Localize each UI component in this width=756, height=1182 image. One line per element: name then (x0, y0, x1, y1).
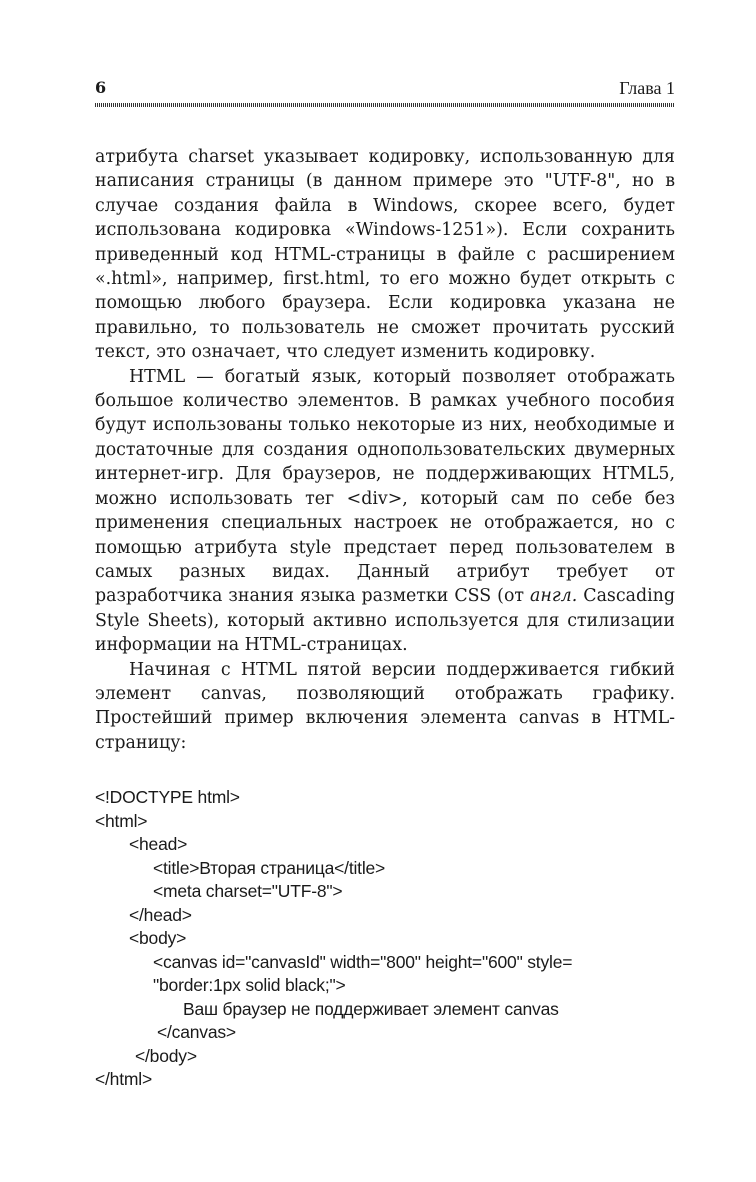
page-number: 6 (95, 78, 107, 97)
paragraph-2: HTML — богатый язык, который позволяет отображать большое количество элементов. В рамках учебного пособия будут использованы только некоторые из них, необходимые и достаточные для создания однопользовательских двумерных интернет-игр. Для браузеров, не поддерживающих HTML5, можно использовать тег <div>, который сам по себе без применения специальных настроек не отображается, но с помощью атрибута style предстает перед пользователем в самых разных видах. Данный атрибут требует от разработчика знания языка разметки CSS (от англ. Cascading Style Sheets), который активно используется для стилизации информации на HTML-страницах. (95, 366, 675, 656)
code-line: <meta charset="UTF-8"> (153, 881, 343, 901)
code-line: <!DOCTYPE html> (95, 787, 240, 807)
code-line: Ваш браузер не поддерживает элемент canvas (183, 998, 559, 1019)
body-text (95, 145, 675, 755)
paragraph-1: атрибута charset указывает кодировку, использованную для написания страницы (в данном примере это "UTF-8", но в случае создания файла в Windows, скорее всего, будет использована кодировка «Windows-1251»). Если сохранить приведенный код HTML-страницы в файле с расширением «.html», например, first.html, то его можно будет открыть с помощью любого браузера. Если кодировка указана не правильно, то пользователь не сможет прочитать русский текст, это означает, что следует изменить кодировку. (95, 147, 675, 363)
code-line: </head> (129, 904, 192, 925)
code-line: </body> (135, 1045, 197, 1066)
code-line: <head> (129, 834, 188, 854)
code-line: </canvas> (157, 1022, 236, 1042)
code-block (95, 786, 675, 1092)
code-line: <html> (95, 810, 148, 831)
code-line: "border:1px solid black;"> (153, 975, 346, 995)
page-header (95, 78, 675, 100)
code-line: <canvas id="canvasId" width="800" height="600" style= (153, 951, 573, 972)
code-line: <title>Вторая страница</title> (153, 857, 386, 878)
code-line: </html> (95, 1069, 152, 1089)
italic-abbreviation: англ. (530, 586, 578, 607)
header-rule (95, 103, 675, 107)
chapter-title: Глава 1 (619, 78, 675, 98)
code-line: <body> (129, 928, 187, 948)
paragraph-3: Начиная с HTML пятой версии поддерживается гибкий элемент canvas, позволяющий отображать графику. Простейший пример включения элемента canvas в HTML-страницу: (95, 659, 675, 753)
